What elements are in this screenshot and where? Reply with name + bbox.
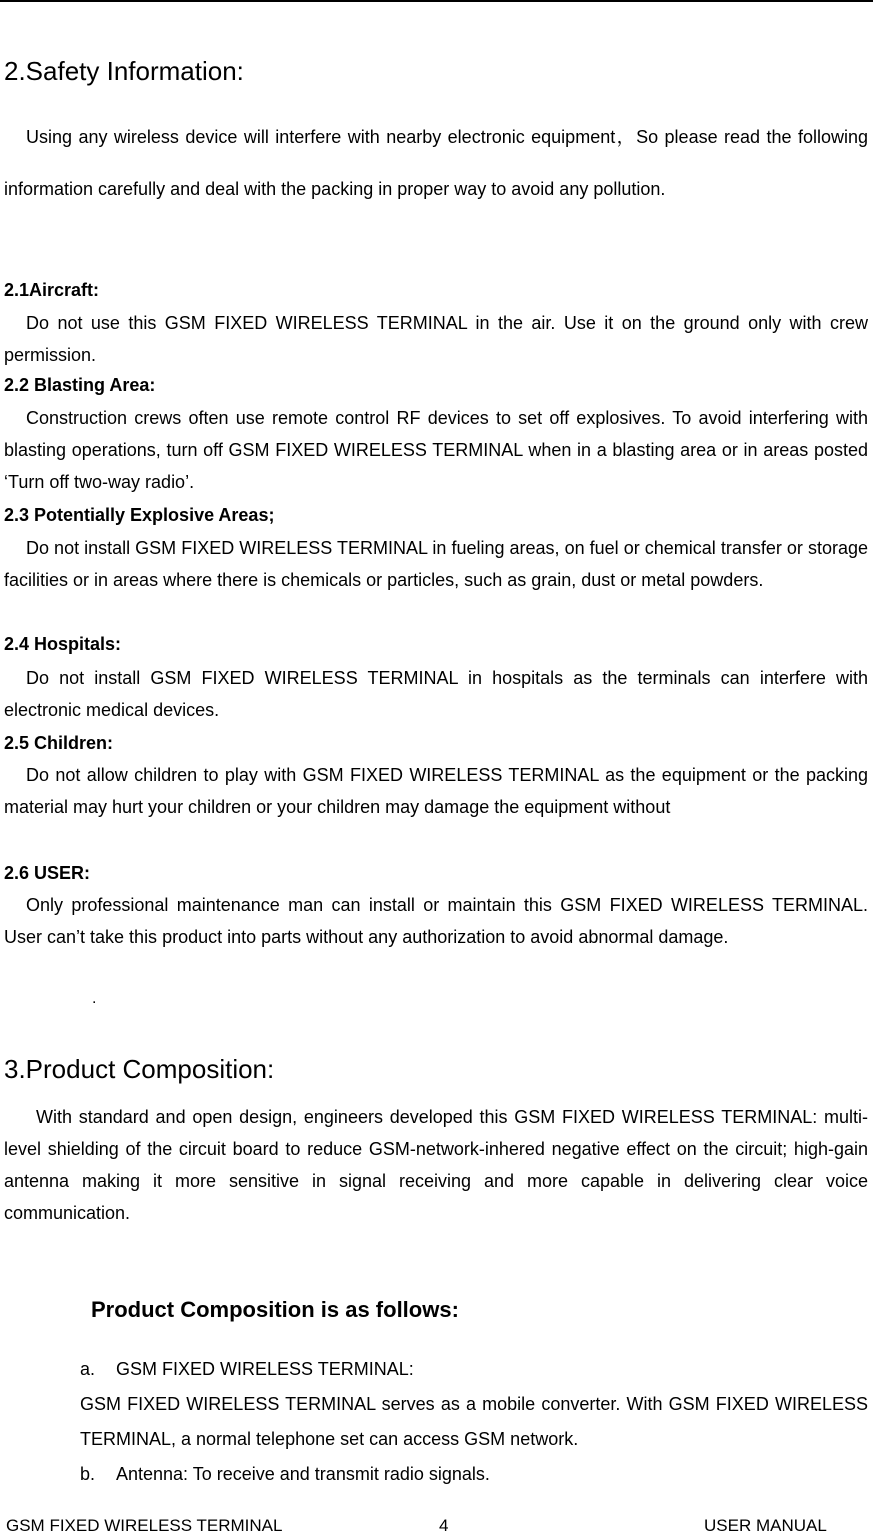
list-item xyxy=(80,1457,868,1492)
list-item-title: GSM FIXED WIRELESS TERMINAL: xyxy=(116,1359,414,1379)
subsection-body-user: Only professional maintenance man can install or maintain this GSM FIXED WIRELESS TERMINAL. User can’t take this product into parts without any authorization to avoid abnormal damage. xyxy=(4,895,868,947)
footer-right: USER MANUAL xyxy=(704,1516,827,1535)
composition-list xyxy=(80,1352,868,1492)
subsection-body-blasting: Construction crews often use remote control RF devices to set off explosives. To avoid interfering with blasting operations, turn off GSM FIXED WIRELESS TERMINAL when in a blasting area or in areas posted ‘Turn off two-way radio’. xyxy=(4,408,868,492)
list-marker: a. xyxy=(80,1359,96,1379)
subsection-heading-blasting: 2.2 Blasting Area: xyxy=(4,375,156,395)
composition-heading: Product Composition is as follows: xyxy=(91,1297,459,1322)
footer-left: GSM FIXED WIRELESS TERMINAL xyxy=(6,1516,283,1535)
section-2-title: 2.Safety Information: xyxy=(4,56,244,86)
list-marker: b. xyxy=(80,1464,96,1484)
list-item-description: GSM FIXED WIRELESS TERMINAL serves as a mobile converter. With GSM FIXED WIRELESS TERMINAL, a normal telephone set can access GSM network. xyxy=(80,1394,868,1449)
subsection-heading-explosive: 2.3 Potentially Explosive Areas; xyxy=(4,505,275,525)
section-3-intro: With standard and open design, engineers developed this GSM FIXED WIRELESS TERMINAL: multi-level shielding of the circuit board to reduce GSM-network-inhered negative effect on the circuit; high-gain antenna making it more sensitive in signal receiving and more capable in delivering clear voice communication. xyxy=(4,1107,868,1223)
subsection-heading-children: 2.5 Children: xyxy=(4,733,114,753)
section-2-intro: Using any wireless device will interfere with nearby electronic equipment，So please read the following information carefully and deal with the packing in proper way to avoid any pollution. xyxy=(4,127,868,199)
subsection-heading-hospitals: 2.4 Hospitals: xyxy=(4,634,122,654)
subsection-body-hospitals: Do not install GSM FIXED WIRELESS TERMINAL in hospitals as the terminals can interfere with electronic medical devices. xyxy=(4,668,868,720)
subsection-heading-aircraft: 2.1Aircraft: xyxy=(4,280,100,300)
subsection-body-aircraft: Do not use this GSM FIXED WIRELESS TERMINAL in the air. Use it on the ground only with crew permission. xyxy=(4,313,868,365)
section-3-title: 3.Product Composition: xyxy=(4,1054,275,1084)
top-rule xyxy=(0,0,873,2)
list-item xyxy=(80,1352,868,1387)
subsection-body-explosive: Do not install GSM FIXED WIRELESS TERMINAL in fueling areas, on fuel or chemical transfer or storage facilities or in areas where there is chemicals or particles, such as grain, dust or metal powders. xyxy=(4,538,868,590)
subsection-heading-user: 2.6 USER: xyxy=(4,863,91,883)
footer-page-number: 4 xyxy=(439,1516,449,1535)
list-item-title: Antenna: To receive and transmit radio signals. xyxy=(116,1464,490,1484)
stray-mark: . xyxy=(92,990,97,1007)
subsection-body-children: Do not allow children to play with GSM FIXED WIRELESS TERMINAL as the equipment or the packing material may hurt your children or your children may damage the equipment without xyxy=(4,765,868,817)
